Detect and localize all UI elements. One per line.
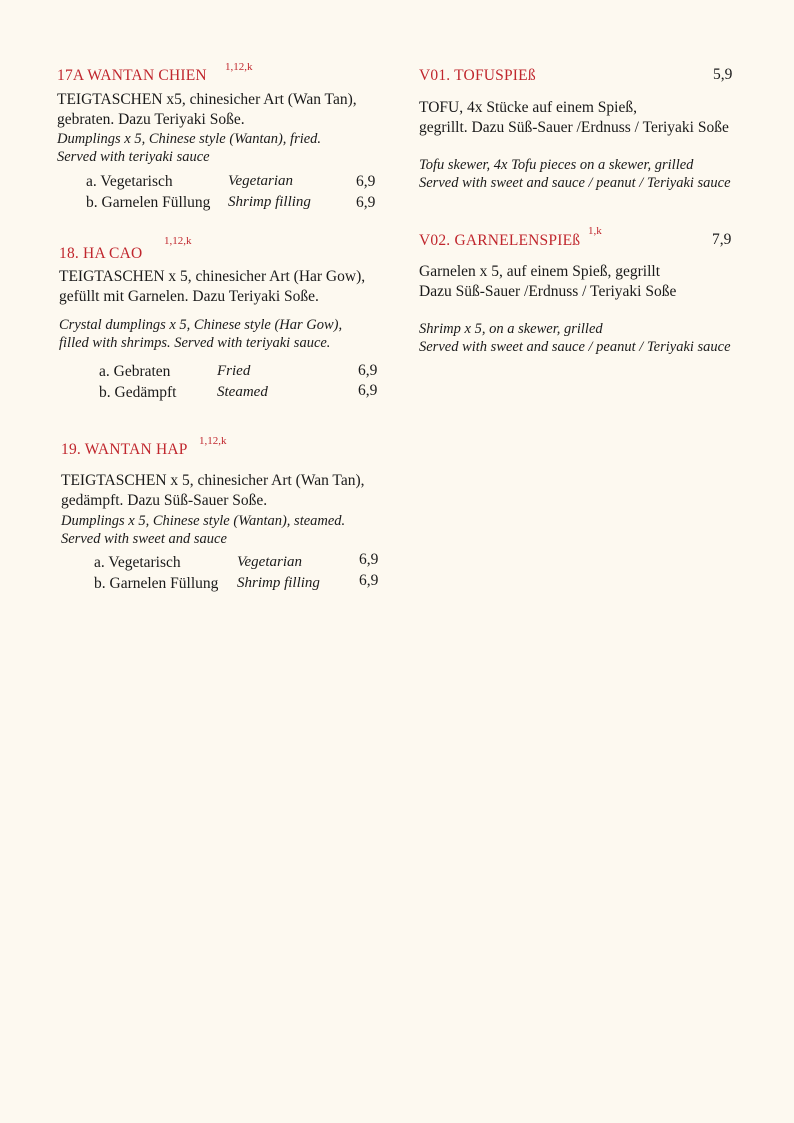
- item-title: V02. GARNELENSPIEß: [419, 232, 581, 249]
- option-label: a. Vegetarisch: [94, 554, 181, 571]
- option-label: b. Gedämpft: [99, 384, 177, 401]
- description-de: gefüllt mit Garnelen. Dazu Teriyaki Soße.: [59, 288, 319, 305]
- description-en: Served with teriyaki sauce: [57, 149, 210, 165]
- description-en: filled with shrimps. Served with teriyaki sauce.: [59, 335, 331, 351]
- item-price: 5,9: [713, 66, 733, 83]
- option-label: b. Garnelen Füllung: [86, 194, 211, 211]
- item-price: 7,9: [712, 231, 732, 248]
- item-title: 19. WANTAN HAP: [61, 441, 188, 458]
- option-price: 6,9: [358, 382, 378, 399]
- option-label-en: Shrimp filling: [228, 194, 311, 210]
- allergen-codes: 1,12,k: [199, 435, 227, 447]
- option-price: 6,9: [359, 572, 379, 589]
- option-price: 6,9: [356, 194, 376, 211]
- item-title: 17A WANTAN CHIEN: [57, 67, 207, 84]
- option-price: 6,9: [358, 362, 378, 379]
- option-label-en: Vegetarian: [237, 554, 302, 570]
- description-en: Served with sweet and sauce / peanut / Teriyaki sauce: [419, 175, 731, 191]
- option-label-en: Shrimp filling: [237, 575, 320, 591]
- option-label-en: Fried: [217, 363, 251, 379]
- description-en: Crystal dumplings x 5, Chinese style (Har Gow),: [59, 317, 343, 333]
- description-de: TEIGTASCHEN x 5, chinesicher Art (Wan Tan),: [61, 472, 365, 489]
- allergen-codes: 1,12,k: [225, 61, 253, 73]
- description-en: Dumplings x 5, Chinese style (Wantan), fried.: [57, 131, 322, 147]
- description-en: Tofu skewer, 4x Tofu pieces on a skewer, grilled: [419, 157, 694, 173]
- description-de: gegrillt. Dazu Süß-Sauer /Erdnuss / Teriyaki Soße: [419, 119, 729, 136]
- item-title: V01. TOFUSPIEß: [419, 67, 536, 84]
- description-en: Served with sweet and sauce / peanut / Teriyaki sauce: [419, 339, 731, 355]
- option-label: a. Gebraten: [99, 363, 171, 380]
- description-en: Shrimp x 5, on a skewer, grilled: [419, 321, 603, 337]
- description-en: Served with sweet and sauce: [61, 531, 227, 547]
- description-de: Garnelen x 5, auf einem Spieß, gegrillt: [419, 263, 661, 280]
- option-label: b. Garnelen Füllung: [94, 575, 219, 592]
- description-de: TOFU, 4x Stücke auf einem Spieß,: [419, 99, 637, 116]
- description-de: TEIGTASCHEN x5, chinesicher Art (Wan Tan),: [57, 91, 357, 108]
- description-de: gebraten. Dazu Teriyaki Soße.: [57, 111, 245, 128]
- allergen-codes: 1,k: [588, 225, 602, 237]
- option-label: a. Vegetarisch: [86, 173, 173, 190]
- option-price: 6,9: [356, 173, 376, 190]
- option-label-en: Steamed: [217, 384, 268, 400]
- description-de: TEIGTASCHEN x 5, chinesicher Art (Har Gow),: [59, 268, 366, 285]
- description-en: Dumplings x 5, Chinese style (Wantan), steamed.: [61, 513, 346, 529]
- description-de: Dazu Süß-Sauer /Erdnuss / Teriyaki Soße: [419, 283, 677, 300]
- option-label-en: Vegetarian: [228, 173, 293, 189]
- item-title: 18. HA CAO: [59, 245, 143, 262]
- allergen-codes: 1,12,k: [164, 235, 192, 247]
- option-price: 6,9: [359, 551, 379, 568]
- description-de: gedämpft. Dazu Süß-Sauer Soße.: [61, 492, 268, 509]
